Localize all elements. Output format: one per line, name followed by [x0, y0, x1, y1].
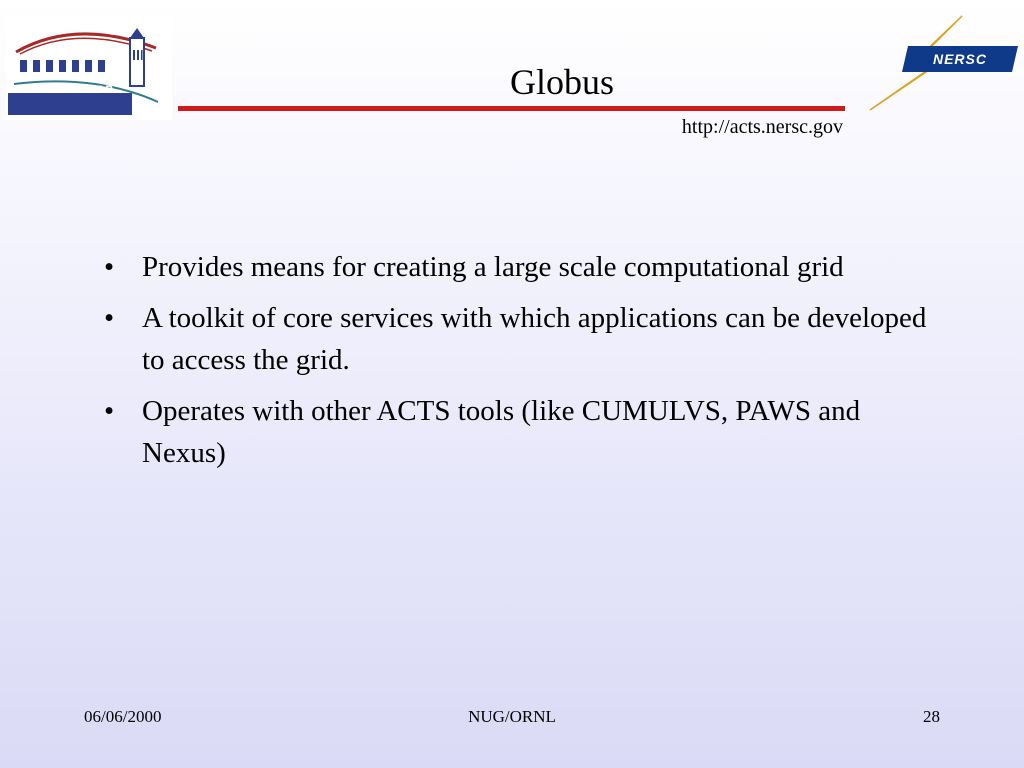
bullet-text: Provides means for creating a large scale computational grid: [142, 251, 844, 283]
bullet-text: A toolkit of core services with which applications can be developed to access the grid.: [142, 302, 927, 376]
title-underline: [178, 106, 845, 111]
bullet-text: Operates with other ACTS tools (like CUMULVS, PAWS and Nexus): [142, 395, 861, 469]
bullet-item: [100, 246, 930, 288]
bullet-list: [100, 246, 930, 483]
bullet-icon: •: [104, 251, 115, 283]
bullet-item: [100, 390, 930, 474]
bullet-item: [100, 297, 930, 381]
footer-event: NUG/ORNL: [468, 707, 556, 726]
page-number: 28: [923, 707, 940, 726]
nersc-wordmark: NERSC: [932, 51, 987, 67]
header-url: http://acts.nersc.gov: [681, 116, 843, 138]
berkeley-lab-wordmark: BERKELEY LAB: [22, 84, 114, 96]
bullet-icon: •: [104, 395, 115, 427]
slide-title: Globus: [509, 62, 614, 102]
berkeley-lab-logo: [6, 14, 172, 120]
footer-date: 06/06/2000: [84, 707, 162, 726]
bullet-icon: •: [104, 302, 115, 334]
